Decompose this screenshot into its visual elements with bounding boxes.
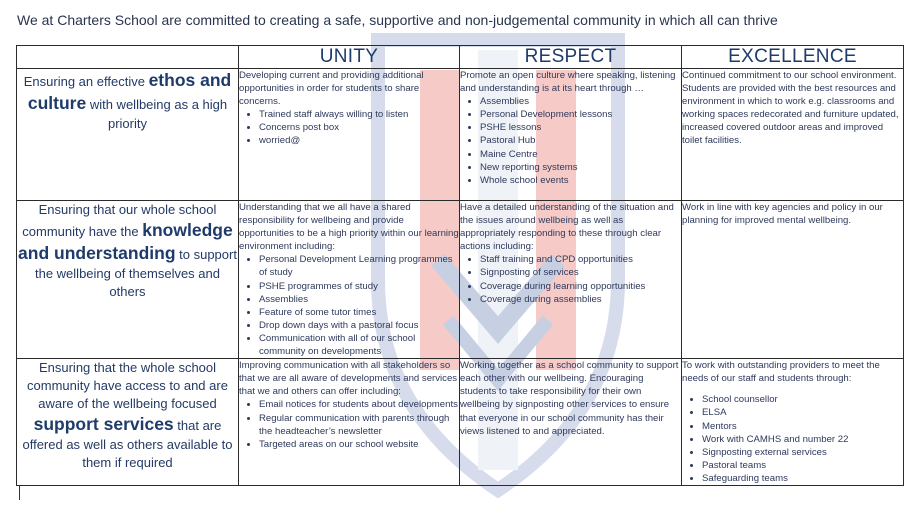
list-item: • Safeguarding teams [702, 472, 903, 485]
row-header-text: that are offered as well as others available to them if required [22, 418, 233, 471]
list-item: • Pastoral teams [702, 459, 903, 472]
list-item: • Communication with all of our school community on developments [259, 332, 459, 358]
cell-list [239, 253, 459, 358]
row-header-support [17, 359, 239, 486]
cell-text: Students are provided with the best resources and environment in which to work e.g. classrooms and working spaces redecorated and furniture updated, increased covered outdoor areas and improved toilet facilities. [682, 83, 899, 147]
list-item: • Regular communication with parents through the headteacher’s newsletter [259, 412, 459, 438]
list-item: • Coverage during learning opportunities [480, 280, 681, 293]
list-item: • Email notices for students about developments [259, 398, 459, 411]
cell-intro: Improving communication with all stakeholders so that we are all aware of developments and services that we and others can offer including: [239, 360, 458, 398]
row-header-text: Ensuring that the whole school community have access to and are aware of the wellbeing focused [27, 360, 228, 412]
list-item: • PSHE lessons [480, 121, 681, 134]
cell-support-respect [460, 359, 682, 486]
cell-ethos-unity [239, 69, 460, 201]
row-header-ethos [17, 69, 239, 201]
row-header-text: Ensuring an effective [23, 74, 149, 89]
cell-intro: Working together as a school community to support each other with our wellbeing. Encouraging students to take responsibility for their own wellbeing by signposting other services to ensure that everyone in our school community has their views listened to and appreciated. [460, 360, 679, 437]
list-item: • Mentors [702, 420, 903, 433]
list-item: • Work with CAMHS and number 22 [702, 433, 903, 446]
list-item: • Signposting external services [702, 446, 903, 459]
list-item: • Pastoral Hub [480, 134, 681, 147]
list-item: • Personal Development lessons [480, 108, 681, 121]
cell-knowledge-respect [460, 201, 682, 359]
row-header-emphasis: knowledge and understanding [18, 220, 233, 263]
list-item: • Targeted areas on our school website [259, 438, 459, 451]
list-item: • Trained staff always willing to listen [259, 108, 459, 121]
cell-knowledge-unity [239, 201, 460, 359]
column-header-unity: UNITY [239, 46, 460, 69]
list-item: • Personal Development Learning programmes of study [259, 253, 459, 279]
cell-list [239, 108, 459, 147]
cell-intro: Have a detailed understanding of the situation and the issues around wellbeing as well as appropriately responding to these through clear actions including: [460, 202, 674, 253]
text-cursor [19, 486, 20, 500]
cell-intro: Promote an open culture where speaking, listening and understanding is at its heart through … [460, 70, 676, 95]
row-header-text: Ensuring that our whole school community have the [22, 202, 217, 239]
list-item: • Drop down days with a pastoral focus [259, 319, 459, 332]
list-item: • ELSA [702, 406, 903, 419]
cell-intro: Developing current and providing additional opportunities in order for students to share concerns. [239, 70, 424, 108]
page-heading: We at Charters School are committed to creating a safe, supportive and non-judgemental community in which all can thrive [17, 12, 778, 28]
cell-list [682, 393, 903, 485]
cell-intro: To work with outstanding providers to meet the needs of our staff and students through: [682, 360, 880, 385]
column-header-excellence: EXCELLENCE [682, 46, 904, 69]
row-header-emphasis: ethos and culture [27, 70, 232, 113]
row-header-text: with wellbeing as a high priority [86, 97, 228, 131]
list-item: • worried@ [259, 134, 459, 147]
list-item: • New reporting systems [480, 161, 681, 174]
cell-list [460, 253, 681, 305]
cell-knowledge-excellence [682, 201, 904, 359]
list-item: • Coverage during assemblies [480, 293, 681, 306]
list-item: • Maine Centre [480, 148, 681, 161]
list-item: • Feature of some tutor times [259, 306, 459, 319]
empty-corner-cell [17, 46, 239, 69]
list-item: • School counsellor [702, 393, 903, 406]
values-table [16, 45, 904, 486]
list-item: • Assemblies [480, 95, 681, 108]
cell-list [239, 398, 459, 450]
list-item: • Staff training and CPD opportunities [480, 253, 681, 266]
cell-ethos-excellence [682, 69, 904, 201]
cell-intro: Work in line with key agencies and policy in our planning for improved mental wellbeing. [682, 202, 883, 227]
column-header-respect: RESPECT [460, 46, 682, 69]
cell-intro: Understanding that we all have a shared responsibility for wellbeing and provide opportunities to be a high priority within our learning environment including: [239, 202, 459, 253]
list-item: • Concerns post box [259, 121, 459, 134]
cell-ethos-respect [460, 69, 682, 201]
cell-list [460, 95, 681, 187]
row-header-knowledge [17, 201, 239, 359]
row-header-text: to support the wellbeing of themselves and others [34, 247, 237, 299]
row-header-emphasis: support services [33, 414, 174, 435]
list-item: • Whole school events [480, 174, 681, 187]
cell-intro: Continued commitment to our school environment. [682, 70, 897, 81]
cell-support-excellence [682, 359, 904, 486]
list-item: • Assemblies [259, 293, 459, 306]
cell-support-unity [239, 359, 460, 486]
list-item: • PSHE programmes of study [259, 280, 459, 293]
list-item: • Signposting of services [480, 266, 681, 279]
